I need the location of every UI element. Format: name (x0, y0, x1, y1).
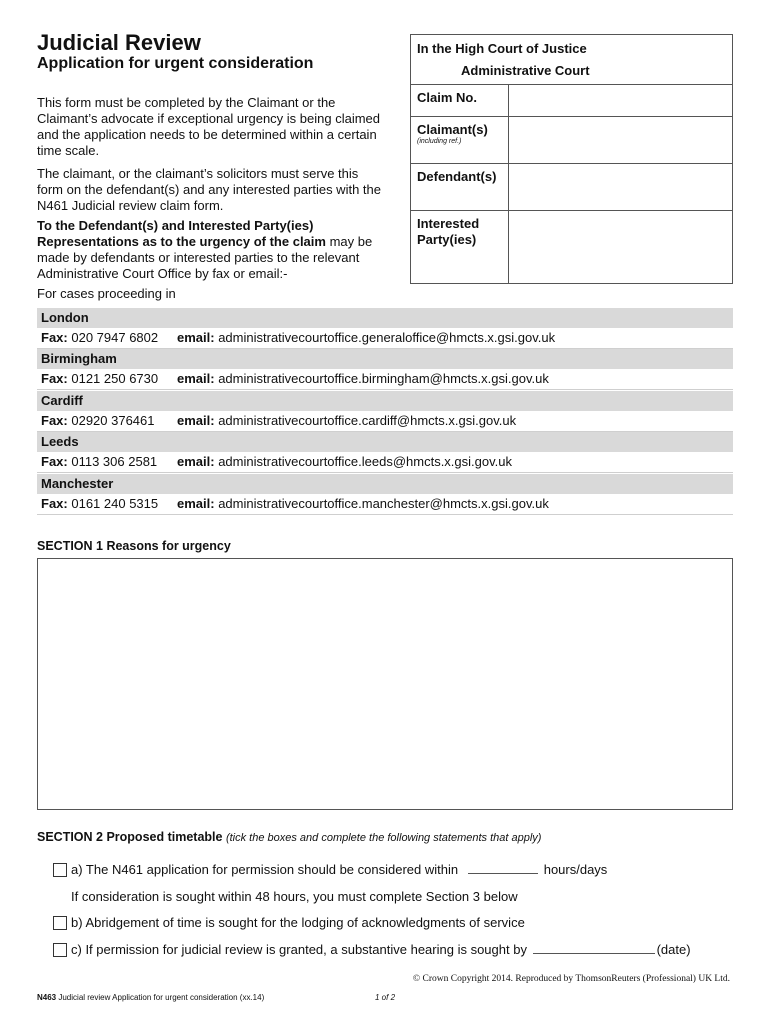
form-code: N463 (37, 993, 57, 1002)
office-contact-birmingham (37, 369, 733, 390)
fax-manchester (41, 494, 158, 514)
claim-no-field[interactable] (508, 84, 732, 116)
email-address-leeds[interactable]: administrativecourtoffice.leeds@hmcts.x.gsi.gov.uk (218, 454, 512, 469)
email-address-birmingham[interactable]: administrativecourtoffice.birmingham@hmcts.x.gsi.gov.uk (218, 371, 549, 386)
section-2-note: (tick the boxes and complete the following statements that apply) (225, 832, 542, 844)
section-2-title: SECTION 2 Proposed timetable (37, 830, 223, 844)
email-manchester (177, 494, 549, 514)
email-london (177, 328, 555, 348)
interested-label-line-1: Interested (417, 216, 480, 231)
form-description: Judicial review Application for urgent consideration (xx.14) (58, 993, 265, 1002)
option-a-text (71, 862, 607, 877)
option-c-text (71, 942, 691, 957)
fax-birmingham (41, 369, 158, 389)
office-name-cardiff: Cardiff (37, 391, 733, 411)
defendants-field[interactable] (508, 163, 732, 210)
office-name-manchester: Manchester (37, 474, 733, 494)
fax-number-birmingham: 0121 250 6730 (71, 371, 159, 386)
interested-parties-label (417, 216, 479, 248)
email-address-manchester[interactable]: administrativecourtoffice.manchester@hmcts.x.gsi.gov.uk (218, 496, 549, 511)
court-details-box (410, 34, 733, 284)
option-c-date-field[interactable] (533, 953, 655, 954)
claimants-label: Claimant(s) (417, 122, 488, 137)
email-label: email: (177, 496, 215, 511)
office-name-london: London (37, 308, 733, 328)
email-birmingham (177, 369, 549, 389)
option-b-checkbox[interactable] (53, 916, 67, 930)
fax-number-manchester: 0161 240 5315 (71, 496, 159, 511)
defendants-row (411, 163, 732, 211)
fax-number-cardiff: 02920 376461 (71, 413, 155, 428)
fax-label: Fax: (41, 413, 68, 428)
claim-no-label: Claim No. (417, 90, 477, 105)
court-line-1: In the High Court of Justice (417, 41, 587, 56)
email-cardiff (177, 411, 516, 431)
intro-paragraph-1: This form must be completed by the Claimant or the Claimant’s advocate if exceptional urgency is being claimed and the application needs to be determined within a certain time scale. (37, 95, 381, 158)
reasons-for-urgency-field[interactable] (37, 558, 733, 810)
interested-parties-row (411, 210, 732, 284)
form-title: Judicial Review (37, 30, 201, 55)
claimants-row (411, 116, 732, 164)
email-label: email: (177, 330, 215, 345)
intro-paragraph-3 (37, 218, 382, 282)
option-c-label: c) If permission for judicial review is granted, a substantive hearing is sought by (71, 942, 527, 957)
office-contact-cardiff (37, 411, 733, 432)
intro-paragraph-2: The claimant, or the claimant’s solicitors must serve this form on the defendant(s) and any interested parties with the N461 Judicial review claim form. (37, 166, 381, 213)
intro-paragraph-3-bold: To the Defendant(s) and Interested Party(ies) Representations as to the urgency of the claim (37, 218, 326, 249)
intro-paragraph-4: For cases proceeding in (37, 286, 176, 301)
option-b-label: b) Abridgement of time is sought for the lodging of acknowledgments of service (71, 915, 525, 930)
fax-number-london: 020 7947 6802 (71, 330, 159, 345)
email-label: email: (177, 454, 215, 469)
option-a-hours-field[interactable] (468, 873, 538, 874)
fax-number-leeds: 0113 306 2581 (71, 454, 158, 469)
option-a-note: If consideration is sought within 48 hours, you must complete Section 3 below (71, 889, 518, 904)
defendants-label: Defendant(s) (417, 169, 497, 184)
office-contact-london (37, 328, 733, 349)
claim-no-row (411, 84, 732, 117)
form-reference (37, 993, 264, 1002)
option-a-label: a) The N461 application for permission should be considered within (71, 862, 459, 877)
court-line-2: Administrative Court (461, 63, 590, 78)
office-name-leeds: Leeds (37, 432, 733, 452)
fax-label: Fax: (41, 454, 68, 469)
office-contact-leeds (37, 452, 733, 473)
fax-cardiff (41, 411, 155, 431)
office-contact-manchester (37, 494, 733, 515)
email-address-cardiff[interactable]: administrativecourtoffice.cardiff@hmcts.x.gsi.gov.uk (218, 413, 517, 428)
option-a-unit: hours/days (543, 862, 608, 877)
email-leeds (177, 452, 512, 472)
form-subtitle: Application for urgent consideration (37, 55, 314, 72)
option-c-checkbox[interactable] (53, 943, 67, 957)
fax-label: Fax: (41, 496, 68, 511)
intro-paragraph-3-rest: may be made by defendants or interested parties to the relevant Administrative Court Office by fax or email:- (37, 234, 373, 281)
claimants-sublabel: (including ref.) (417, 138, 462, 145)
fax-label: Fax: (41, 371, 68, 386)
email-address-london[interactable]: administrativecourtoffice.generaloffice@hmcts.x.gsi.gov.uk (218, 330, 556, 345)
office-name-birmingham: Birmingham (37, 349, 733, 369)
claimants-field[interactable] (508, 116, 732, 163)
email-label: email: (177, 413, 215, 428)
court-header (411, 35, 732, 85)
section-2-heading (37, 830, 541, 844)
page-number: 1 of 2 (375, 993, 396, 1002)
email-label: email: (177, 371, 215, 386)
interested-label-line-2: Party(ies) (417, 232, 477, 247)
fax-leeds (41, 452, 157, 472)
option-a-checkbox[interactable] (53, 863, 67, 877)
fax-label: Fax: (41, 330, 68, 345)
section-1-title: SECTION 1 Reasons for urgency (37, 539, 231, 553)
copyright-notice: © Crown Copyright 2014. Reproduced by ThomsonReuters (Professional) UK Ltd. (412, 974, 730, 984)
fax-london (41, 328, 158, 348)
interested-parties-field[interactable] (508, 210, 732, 284)
option-c-unit: (date) (656, 942, 691, 957)
